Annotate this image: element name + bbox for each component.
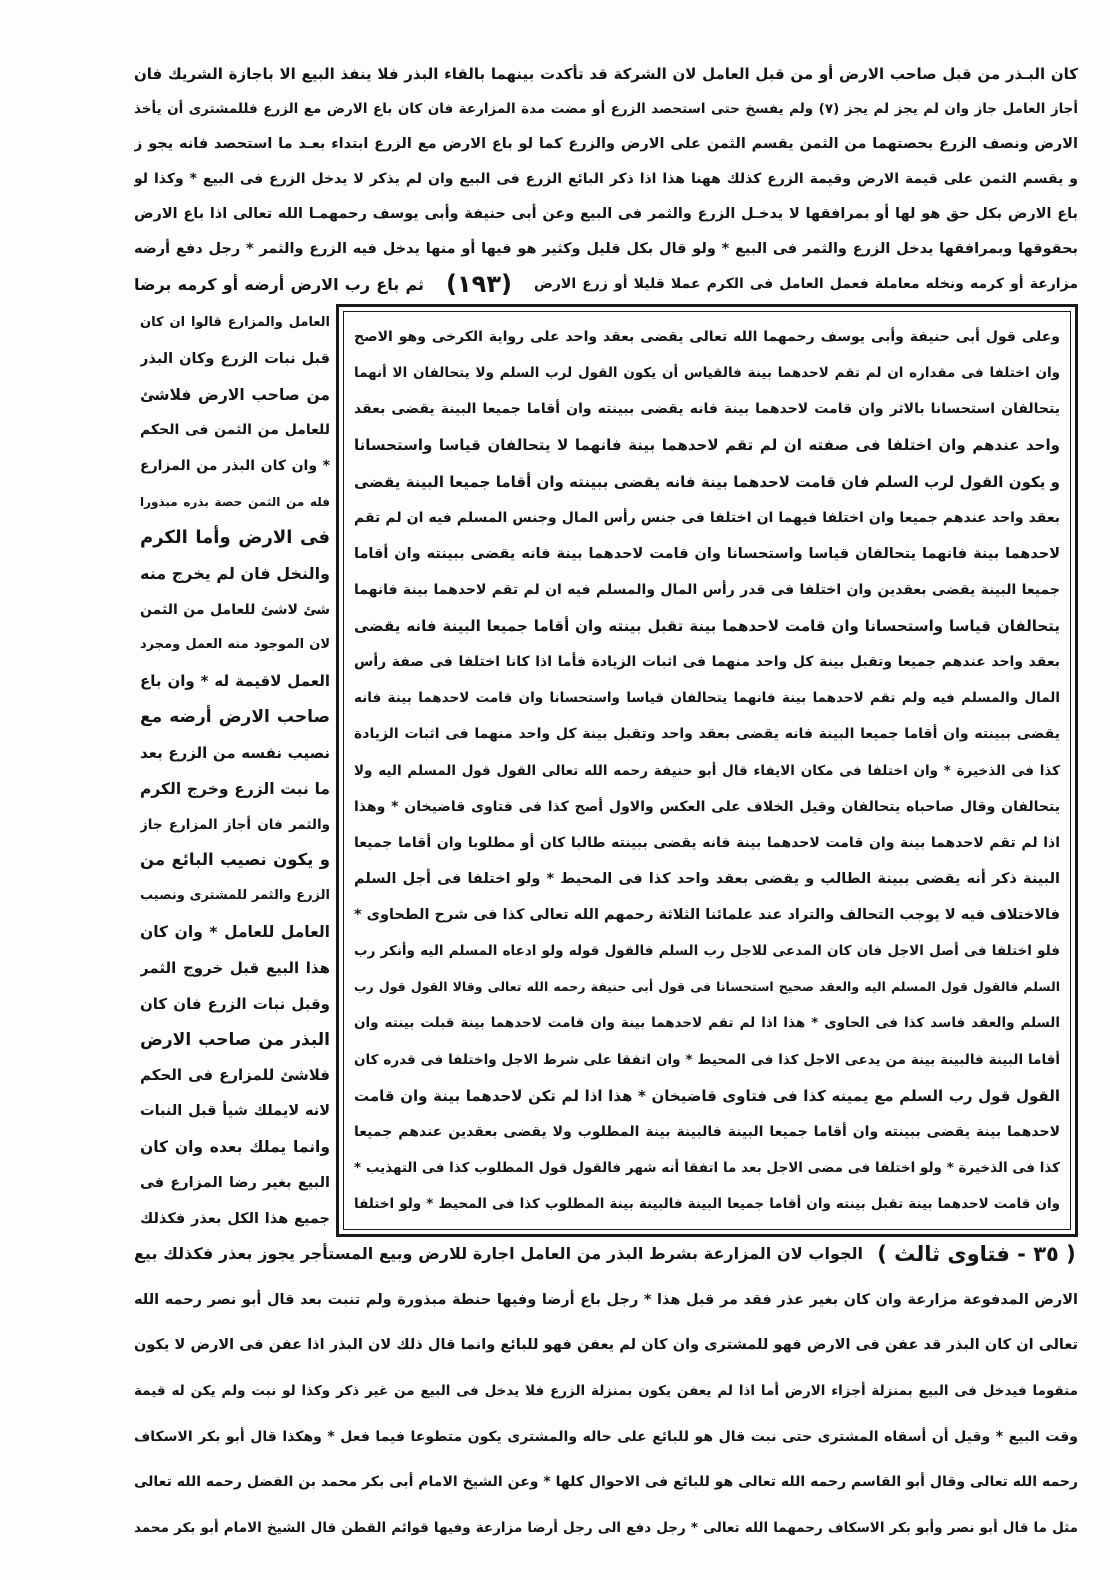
text-line: هذا البيع قبل خروج الثمر: [140, 958, 330, 977]
text-line: وقبل نبات الزرع فان كان: [140, 994, 330, 1013]
text-line: وانما يملك بعده وان كان: [140, 1138, 330, 1157]
text-line: وان اختلفا فى مقداره ان لم تقم لاحدهما بينة فالقياس أن يكون القول لرب السلم ولا يتحالفان الا أنهما: [354, 365, 1060, 382]
text-line: يتحالفان وقال صاحباه يتحالفان وقيل الخلاف على العكس والاول أصح كذا فى فتاوى قاضيخان * وهذا: [354, 798, 1060, 815]
text-line: رحمه الله تعالى وقال أبو القاسم رحمه الله تعالى هو للبائع فى الاحوال كلها * وعن الشيخ الامام أبى بكر محمد بن الفضل رحمه الله تعالى: [134, 1474, 1078, 1491]
text-line: البينة ذكر أنه يقضى ببينة الطالب و يقضى بعقد واحد كذا فى المحيط * ولو اختلفا فى أجل السلم: [354, 870, 1060, 887]
text-line: بعقد واحد عندهم جميعا وتقبل بينة كل واحد منهما فى اثبات الزيادة فأما اذا كانا اختلفا فى صفة رأس: [354, 654, 1060, 671]
page-number: (١٩٣): [446, 270, 512, 298]
text-line-segment: مزارعة أو كرمه ونخله معاملة فعمل العامل فى الكرم عملا قليلا أو زرع الارض: [534, 276, 1078, 292]
text-line: والنخل فان لم يخرج منه: [140, 563, 330, 583]
text-line: ما نبت الزرع وخرج الكرم: [140, 779, 330, 798]
text-line: جميع هذا الكل بعذر فكذلك: [140, 1210, 330, 1227]
text-line: لان الموجود منه العمل ومجرد: [140, 637, 330, 653]
text-line: أقاما البينة فالبينة بينة من يدعى الاجل كذا فى المحيط * وان اتفقا على شرط الاجل واختلفا فى قدره كان: [354, 1051, 1060, 1068]
text-line: الارض المدفوعة مزارعة وان كان بغير عذر فقد مر قبل هذا * رجل باع أرضا وفيها حنطة مبذورة ولم تنبت بعد قال أبو نصر رحمه الله: [134, 1291, 1078, 1308]
text-line: جميعا البينة يقضى بعقدين وان اختلفا فى قدر رأس المال والمسلم فيه ان لم تقم لاحدهما بينة فانهما: [354, 581, 1060, 598]
text-line: السلم والعقد فاسد كذا فى الحاوى * هذا اذا لم تقم لاحدهما بينة وان قامت لاحدهما بينة قبلت بينته وان: [354, 1015, 1060, 1032]
text-line: المال والمسلم فيه ولم تقم لاحدهما بينة فانهما يتحالفان قياسا واستحسانا وان قامت لاحدهما بينة فانه: [354, 690, 1060, 707]
text-line: الزرع والثمر للمشترى ونصيب: [140, 888, 330, 904]
text-line: اذا لم تقم لاحدهما بينة وان قامت لاحدهما بينة فانه يقضى ببينته طالبا كان أو مطلوبا وان أقاما جميعا: [354, 834, 1060, 851]
bordered-text-box: [336, 304, 1078, 1237]
text-line: البذر من صاحب الارض: [140, 1029, 330, 1050]
text-line: البيع بغير رضا المزارع فى: [140, 1174, 330, 1191]
text-line: نصيب نفسه من الزرع بعد: [140, 743, 330, 762]
text-line: قبل نبات الزرع وكان البذر: [140, 350, 330, 367]
text-line: العامل والمزارع قالوا ان كان: [140, 315, 330, 330]
text-line: فالاختلاف فيه لا يوجب التحالف والتراد عند علمائنا الثلاثة رحمهم الله تعالى كذا فى شرح الطحاوى *: [354, 907, 1060, 923]
text-line: كان البـذر من قبل صاحب الارض أو من قبل العامل لان الشركة قد تأكدت بينهما بالقاء البذر فلا ينفذ البيع الا باجازة الشريك فان: [134, 65, 1078, 83]
text-line: فلو اختلفا فى أصل الاجل فان كان المدعى للاجل رب السلم فالقول قوله ولو ادعاه المسلم اليه وأنكر رب: [354, 943, 1060, 960]
text-line: تعالى ان كان البذر قد عفن فى الارض فهو للمشترى وان كان لم يعفن فهو للبائع وانما قال ذلك لان البذر اذا عفن فى الارض لا يكون: [134, 1337, 1078, 1354]
text-line: لاحدهما بينة فانهما يتحالفان قياسا واستحسانا وان قامت لاحدهما بينة فانه يقضى ببينته وان أقاما: [354, 545, 1060, 562]
text-line: و يكون القول لرب السلم فان قامت لاحدهما بينة فانه يقضى ببينته وان أقاما جميعا البينة يقضى: [354, 472, 1060, 491]
text-line: فى الارض وأما الكرم: [140, 526, 330, 548]
text-line-with-page-number: [134, 267, 1078, 302]
text-line: و يقسم الثمن على قيمة الارض وقيمة الزرع كذلك ههنا هذا اذا ذكر البائع الزرع فى البيع وان لم يذكر لا يدخل الزرع فى البيع * وكذا لو: [134, 171, 1078, 187]
text-line: بعقد واحد عندهم جميعا وان اختلفا فيهما ان اختلفا فى جنس رأس المال وجنس المسلم فيه ان لم تقم: [354, 509, 1060, 526]
text-line: مثل ما قال أبو نصر وأبو بكر الاسكاف رحمهما الله تعالى * رجل دفع الى رجل أرضا مزارعة وفيها قوائم القطن قال الشيخ الامام أبو بكر محمد: [134, 1519, 1078, 1536]
text-line: يتحالفان استحسانا بالاثر وان قامت لاحدهما بينة فانه يقضى ببينته وان أقاما جميعا البينة يقضى بعقد: [354, 401, 1060, 418]
text-line: و يكون نصيب البائع من: [140, 850, 330, 870]
text-line: للعامل من الثمن فى الحكم: [140, 422, 330, 439]
volume-reference: ( ٣٥ - فتاوى ثالث ): [877, 1242, 1076, 1266]
text-line: الارض ونصف الزرع بحصتهما من الثمن يقسم الثمن على الارض والزرع كما لو باع الارض مع الزرع ابتداء بعـد ما استحصد فانه يجو ز: [134, 136, 1078, 152]
text-line: واحد عندهم وان اختلفا فى صفته ان لم تقم لاحدهما بينة فانهما لا يتحالفان قياسا واستحسانا: [354, 436, 1060, 455]
text-line: يقضى ببينته وان أقاما جميعا البينة فانه يقضى بعقد واحد وتقبل بينة كل واحد منهما فى اثبات الزيادة: [354, 726, 1060, 743]
text-line: لانه لايملك شيأ قبل النبات: [140, 1103, 330, 1120]
text-line: وان قامت لاحدهما بينة تقبل بينته وان أقاما جميعا البينة فالبينة بينة المطلوب كذا فى المحيط * ولو اختلفا: [354, 1196, 1060, 1212]
text-line: وعلى قول أبى حنيفة وأبى يوسف رحمهما الله تعالى يقضى بعقد واحد على رواية الكرخى وهو الاصح: [354, 329, 1060, 345]
text-line: السلم فالقول قول المسلم اليه والعقد صحيح استحسانا فى قول أبى حنيفة رحمه الله تعالى وقالا القول قول رب: [354, 979, 1060, 995]
text-line: من صاحب الارض فلاشئ: [140, 385, 330, 404]
text-line: متقوما فيدخل فى البيع بمنزلة أجزاء الارض أما اذا لم يعفن يكون بمنزلة الزرع فلا يدخل فى البيع من غير ذكر وكذا لو نبت ولم يكن له قيمة: [134, 1382, 1078, 1399]
top-text-block: [134, 57, 1078, 302]
text-line: والثمر فان أجاز المزارع جاز: [140, 816, 330, 833]
text-line: العامل للعامل * وان كان: [140, 923, 330, 942]
text-line-segment: الجواب لان المزارعة بشرط البذر من العامل اجارة للارض وبيع المستأجر يجوز بعذر فكذلك بيع: [134, 1244, 863, 1263]
text-line: باع الارض بكل حق هو لها أو بمرافقها لا يدخـل الزرع والثمر فى البيع وعن أبى حنيفة وأبى يوسف رحمهمـا الله تعالى اذا باع الارض: [134, 206, 1078, 222]
text-line: القول قول رب السلم مع يمينه كذا فى فتاوى قاضيخان * هذا اذا لم تكن لاحدهما بينة وان قامت: [354, 1086, 1060, 1105]
text-line-with-volume-reference: [134, 1236, 1078, 1272]
text-line-segment: ثم باع رب الارض أرضه أو كرمه برضا: [134, 275, 424, 294]
bottom-text-block: [134, 1236, 1078, 1546]
text-line: أجاز العامل جاز وان لم يجز لم يجز (٧) ولم يفسخ حتى استحصد الزرع أو مضت مدة المزارعة فان كان باع الارض مع الزرع فللمشترى أن يأخذ: [134, 101, 1078, 117]
text-line: العمل لاقيمة له * وان باع: [140, 672, 330, 691]
text-line: فلاشئ للمزارع فى الحكم: [140, 1066, 330, 1085]
text-line: يتحالفان قياسا واستحسانا وان قامت لاحدهما بينة تقبل بينته وان أقاما جميعا البينة فانه يقضى: [354, 617, 1060, 635]
text-line: وقت البيع * وقيل أن أسقاه المشترى حتى نبت قال هو للبائع على حاله والمشترى يكون متطوعا فيما فعل * وهكذا قال أبو بكر الاسكاف: [134, 1428, 1078, 1445]
text-line: * وان كان البذر من المزارع: [140, 458, 330, 475]
text-line: صاحب الارض أرضه مع: [140, 707, 330, 728]
text-line: كذا فى الذخيرة * وان اختلفا فى مكان الايفاء قال أبو حنيفة رحمه الله تعالى القول قول المسلم اليه ولا: [354, 762, 1060, 779]
text-line: كذا فى الذخيرة * ولو اختلفا فى مضى الاجل بعد ما اتفقا أنه شهر فالقول قول المطلوب كذا فى التهذيب *: [354, 1159, 1060, 1176]
text-line: فله من الثمن حصة بذره مبذورا: [140, 495, 330, 510]
side-column: [140, 306, 330, 1236]
text-line: لاحدهما بينة يقضى ببينته وان أقاما جميعا البينة فالبينة بينة المطلوب ولا يقضى بعقدين عندهم جميعا: [354, 1123, 1060, 1140]
text-line: بحقوقها وبمرافقها يدخل الزرع والثمر فى البيع * ولو قال بكل قليل وكثير هو فيها أو منها يدخل فيه الزرع والثمر * رجل دفع أرضه: [134, 241, 1078, 257]
bordered-text-box-inner: [343, 311, 1071, 1230]
text-line: شئ لاشئ للعامل من الثمن: [140, 601, 330, 618]
